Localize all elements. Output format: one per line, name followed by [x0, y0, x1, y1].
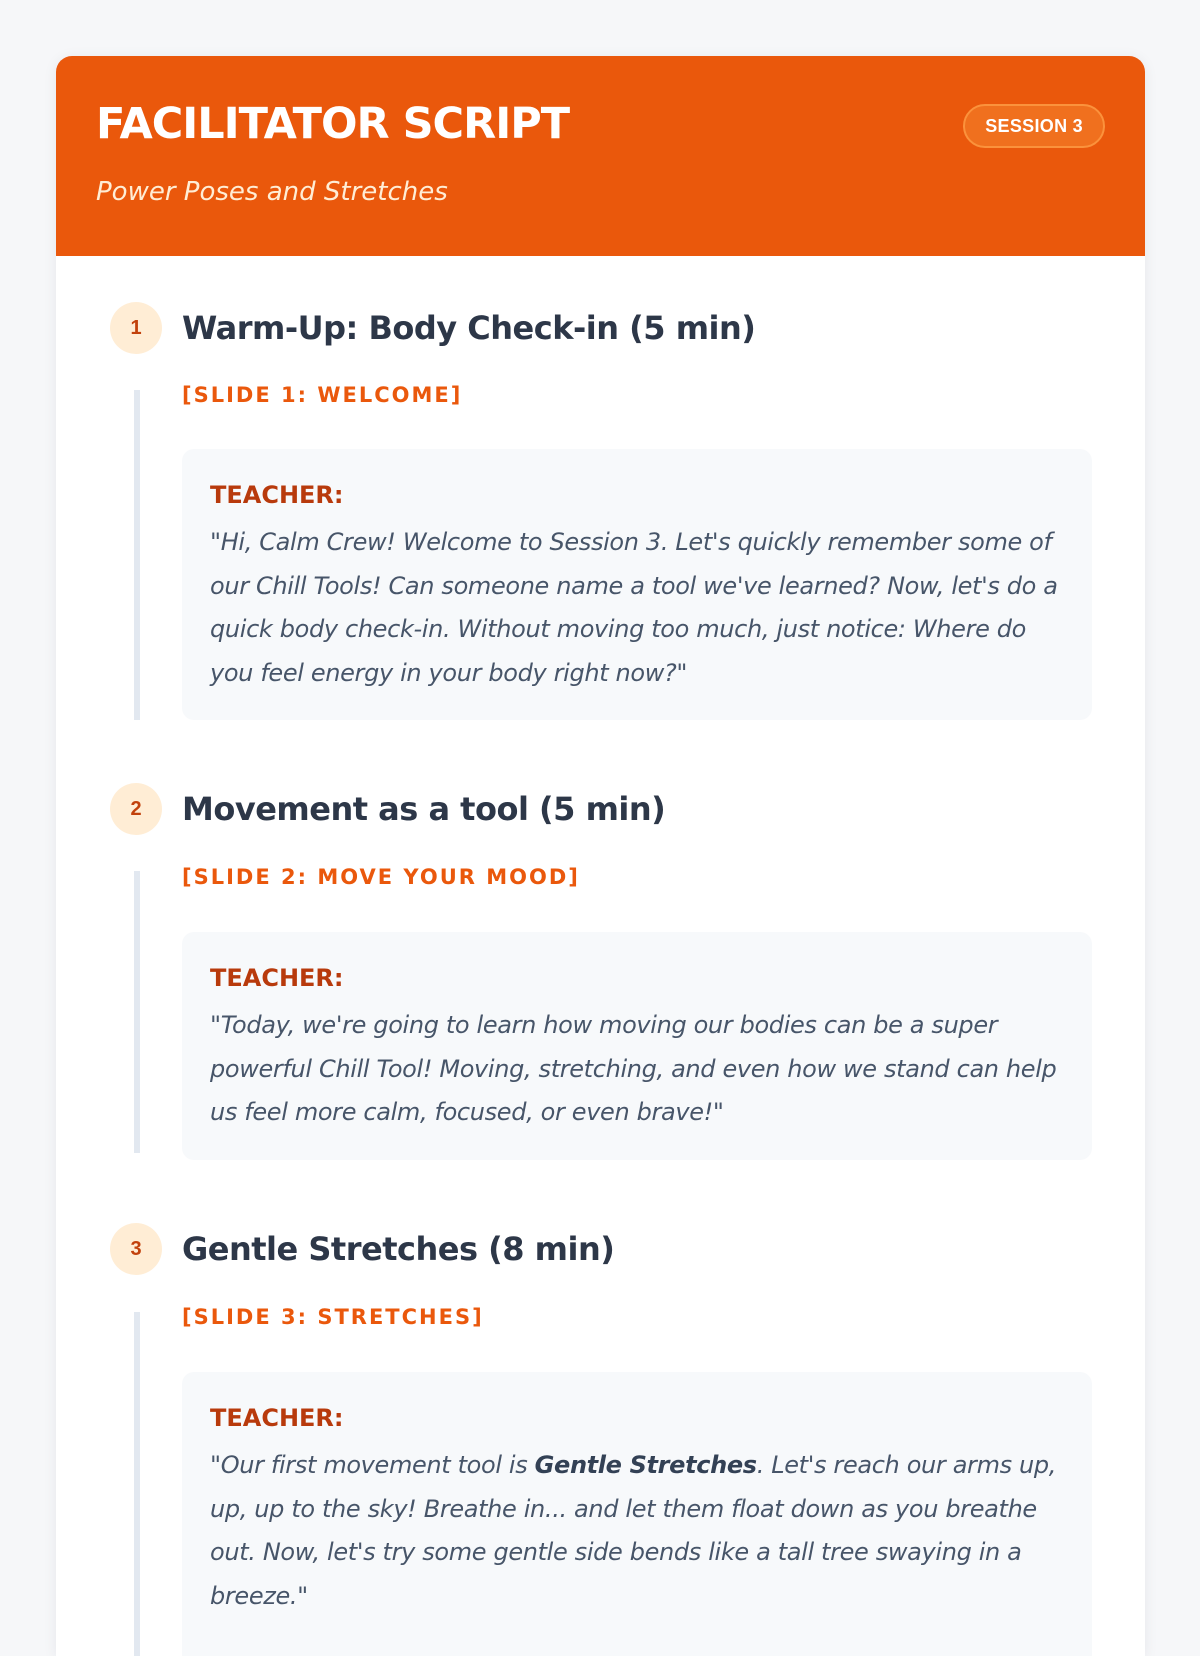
slide-cue: [SLIDE 3: STRETCHES]: [182, 1305, 484, 1329]
session-badge: SESSION 3: [963, 104, 1105, 148]
step-heading: Gentle Stretches (8 min): [182, 1230, 615, 1268]
step-timeline-bar: [134, 871, 140, 1153]
teacher-script-box: [182, 449, 1092, 720]
script-header: [56, 56, 1145, 256]
slide-cue: [SLIDE 2: MOVE YOUR MOOD]: [182, 865, 580, 889]
step-timeline-bar: [134, 1312, 140, 1656]
speaker-label: TEACHER:: [210, 481, 344, 509]
tool-name-emphasis: Gentle Stretches: [534, 1451, 757, 1479]
teacher-script-text: [210, 1444, 1066, 1618]
slide-cue: [SLIDE 1: WELCOME]: [182, 383, 463, 407]
teacher-script-text: "Hi, Calm Crew! Welcome to Session 3. Let's quickly remember some of our Chill Tools! Can someone name a tool we've learned? Now, let's do a quick body check-in. Without moving too much, just notice: Where do you feel energy in your body right now?": [210, 528, 1058, 687]
teacher-script-text: "Today, we're going to learn how moving our bodies can be a super powerful Chill Tool! Moving, stretching, and even how we stand can help us feel more calm, focused, or even brave!": [210, 1011, 1057, 1126]
step-number-badge: 2: [110, 783, 162, 835]
page-title: FACILITATOR SCRIPT: [96, 99, 570, 149]
step-number-badge: 3: [110, 1223, 162, 1275]
step-timeline-bar: [134, 390, 140, 720]
speaker-label: TEACHER:: [210, 1404, 344, 1432]
teacher-script-box: [182, 1372, 1092, 1656]
page-subtitle: Power Poses and Stretches: [96, 177, 448, 207]
step-heading: Movement as a tool (5 min): [182, 790, 666, 828]
speaker-label: TEACHER:: [210, 964, 344, 992]
script-text-end: . Let's reach our arms up, up, up to the sky! Breathe in... and let them float down as you breathe out. Now, let's try some gentle side bends like a tall tree swaying in a breeze.": [210, 1451, 1057, 1610]
script-text-start: "Our first movement tool is: [210, 1451, 535, 1479]
step-number-badge: 1: [110, 302, 162, 354]
script-card: [56, 56, 1145, 1656]
teacher-script-box: [182, 932, 1092, 1160]
step-heading: Warm-Up: Body Check-in (5 min): [182, 309, 756, 347]
